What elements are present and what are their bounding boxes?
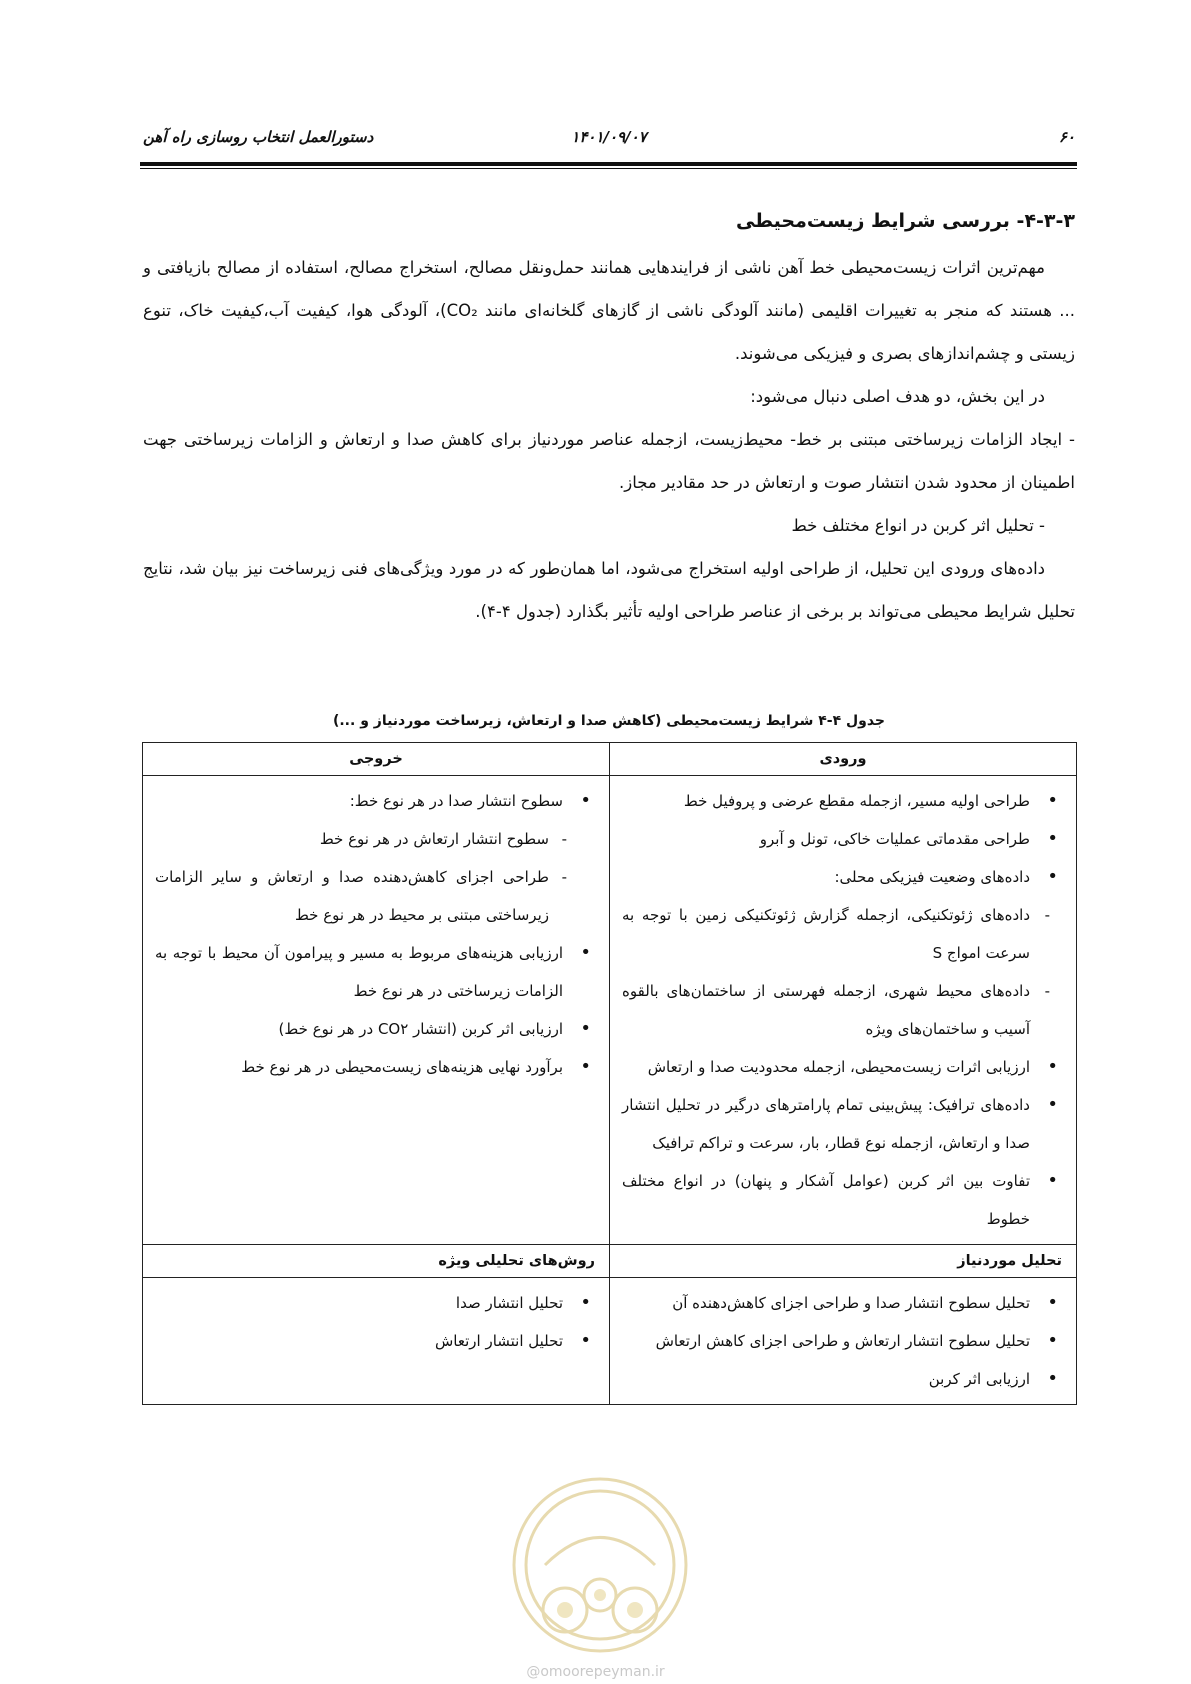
page-number: ۶۰ bbox=[1058, 128, 1075, 146]
list-item: • طراحی اولیه مسیر، ازجمله مقطع عرضی و پروفیل خط bbox=[622, 782, 1064, 820]
paragraph: - ایجاد الزامات زیرساختی مبتنی بر خط- محیط‌زیست، ازجمله عناصر موردنیاز برای کاهش صدا و ارتعاش و الزامات زیرساختی جهت اطمینان از محدود شدن انتشار صوت و ارتعاش در حد مقادیر مجاز. bbox=[143, 430, 1075, 492]
paragraph: مهم‌ترین اثرات زیست‌محیطی خط آهن ناشی از فرایندهایی همانند حمل‌ونقل مصالح، استخراج مصالح، استفاده از مصالح بازیافتی و ... هستند که منجر به تغییرات اقلیمی (مانند آلودگی ناشی از گازهای گلخانه‌ای مانند CO₂)، آلودگی هوا، کیفیت آب،کیفیت خاک، تنوع زیستی و چشم‌اندازهای بصری و فیزیکی می‌شوند. bbox=[143, 258, 1075, 363]
paragraph: داده‌های ورودی این تحلیل، از طراحی اولیه استخراج می‌شود، اما همان‌طور که در مورد ویژگی‌های فنی زیرساخت نیز بیان شد، نتایج تحلیل شرایط محیطی می‌تواند بر برخی از عناصر طراحی اولیه تأثیر بگذارد (جدول ۴-۴). bbox=[143, 559, 1075, 621]
table-caption: جدول ۴-۴ شرایط زیست‌محیطی (کاهش صدا و ارتعاش، زیرساخت موردنیاز و ...) bbox=[332, 713, 886, 729]
paragraph: - تحلیل اثر کربن در انواع مختلف خط bbox=[791, 516, 1045, 535]
header-date: ۱۴۰۱/۰۹/۰۷ bbox=[571, 128, 647, 146]
table-header-input: ورودی bbox=[610, 743, 1077, 776]
section-body bbox=[143, 210, 1075, 633]
list-item: • داده‌های وضعیت فیزیکی محلی: bbox=[622, 858, 1064, 896]
list-item: • ارزیابی اثرات زیست‌محیطی، ازجمله محدودیت صدا و ارتعاش bbox=[622, 1048, 1064, 1086]
required-analysis-cell bbox=[610, 1278, 1077, 1405]
list-item: • طراحی مقدماتی عملیات خاکی، تونل و آبرو bbox=[622, 820, 1064, 858]
gear-seal-icon bbox=[505, 1470, 695, 1660]
list-item: - داده‌های ژئوتکنیکی، ازجمله گزارش ژئوتکنیکی زمین با توجه به سرعت امواج S bbox=[622, 896, 1064, 972]
list-item: • سطوح انتشار صدا در هر نوع خط: bbox=[155, 782, 597, 820]
list-item: - سطوح انتشار ارتعاش در هر نوع خط bbox=[155, 820, 597, 858]
list-item: • برآورد نهایی هزینه‌های زیست‌محیطی در هر نوع خط bbox=[155, 1048, 597, 1086]
list-item: • تحلیل انتشار ارتعاش bbox=[155, 1322, 597, 1360]
list-item: - داده‌های محیط شهری، ازجمله فهرستی از ساختمان‌های بالقوه آسیب و ساختمان‌های ویژه bbox=[622, 972, 1064, 1048]
table-header-special-methods: روش‌های تحلیلی ویژه bbox=[143, 1245, 610, 1278]
output-cell bbox=[143, 776, 610, 1245]
paragraph: در این بخش، دو هدف اصلی دنبال می‌شود: bbox=[750, 387, 1045, 406]
special-methods-cell bbox=[143, 1278, 610, 1405]
table-header-output: خروجی bbox=[143, 743, 610, 776]
watermark-logo bbox=[505, 1470, 695, 1670]
list-item: • ارزیابی اثر کربن (انتشار CO۲ در هر نوع خط) bbox=[155, 1010, 597, 1048]
watermark-site: @omoorepeyman.ir bbox=[526, 1664, 665, 1680]
header-rule-thin bbox=[140, 168, 1077, 169]
section-title: ۴-۳-۳- بررسی شرایط زیست‌محیطی bbox=[735, 210, 1075, 232]
list-item: • داده‌های ترافیک: پیش‌بینی تمام پارامترهای درگیر در تحلیل انتشار صدا و ارتعاش، ازجمله نوع قطار، بار، سرعت و تراکم ترافیک bbox=[622, 1086, 1064, 1162]
table-header-required-analysis: تحلیل موردنیاز bbox=[610, 1245, 1077, 1278]
document-title: دستورالعمل انتخاب روسازی راه آهن bbox=[143, 128, 374, 146]
list-item: • تحلیل سطوح انتشار صدا و طراحی اجزای کاهش‌دهنده آن bbox=[622, 1284, 1064, 1322]
list-item: • تحلیل سطوح انتشار ارتعاش و طراحی اجزای کاهش ارتعاش bbox=[622, 1322, 1064, 1360]
list-item: - طراحی اجزای کاهش‌دهنده صدا و ارتعاش و سایر الزامات زیرساختی مبتنی بر محیط در هر نوع خط bbox=[155, 858, 597, 934]
list-item: • ارزیابی اثر کربن bbox=[622, 1360, 1064, 1398]
page-header bbox=[143, 128, 1075, 156]
environmental-conditions-table bbox=[142, 742, 1077, 1405]
list-item: • تفاوت بین اثر کربن (عوامل آشکار و پنهان) در انواع مختلف خطوط bbox=[622, 1162, 1064, 1238]
list-item: • تحلیل انتشار صدا bbox=[155, 1284, 597, 1322]
header-rule-thick bbox=[140, 162, 1077, 166]
input-cell bbox=[610, 776, 1077, 1245]
list-item: • ارزیابی هزینه‌های مربوط به مسیر و پیرامون آن محیط با توجه به الزامات زیرساختی در هر نوع خط bbox=[155, 934, 597, 1010]
